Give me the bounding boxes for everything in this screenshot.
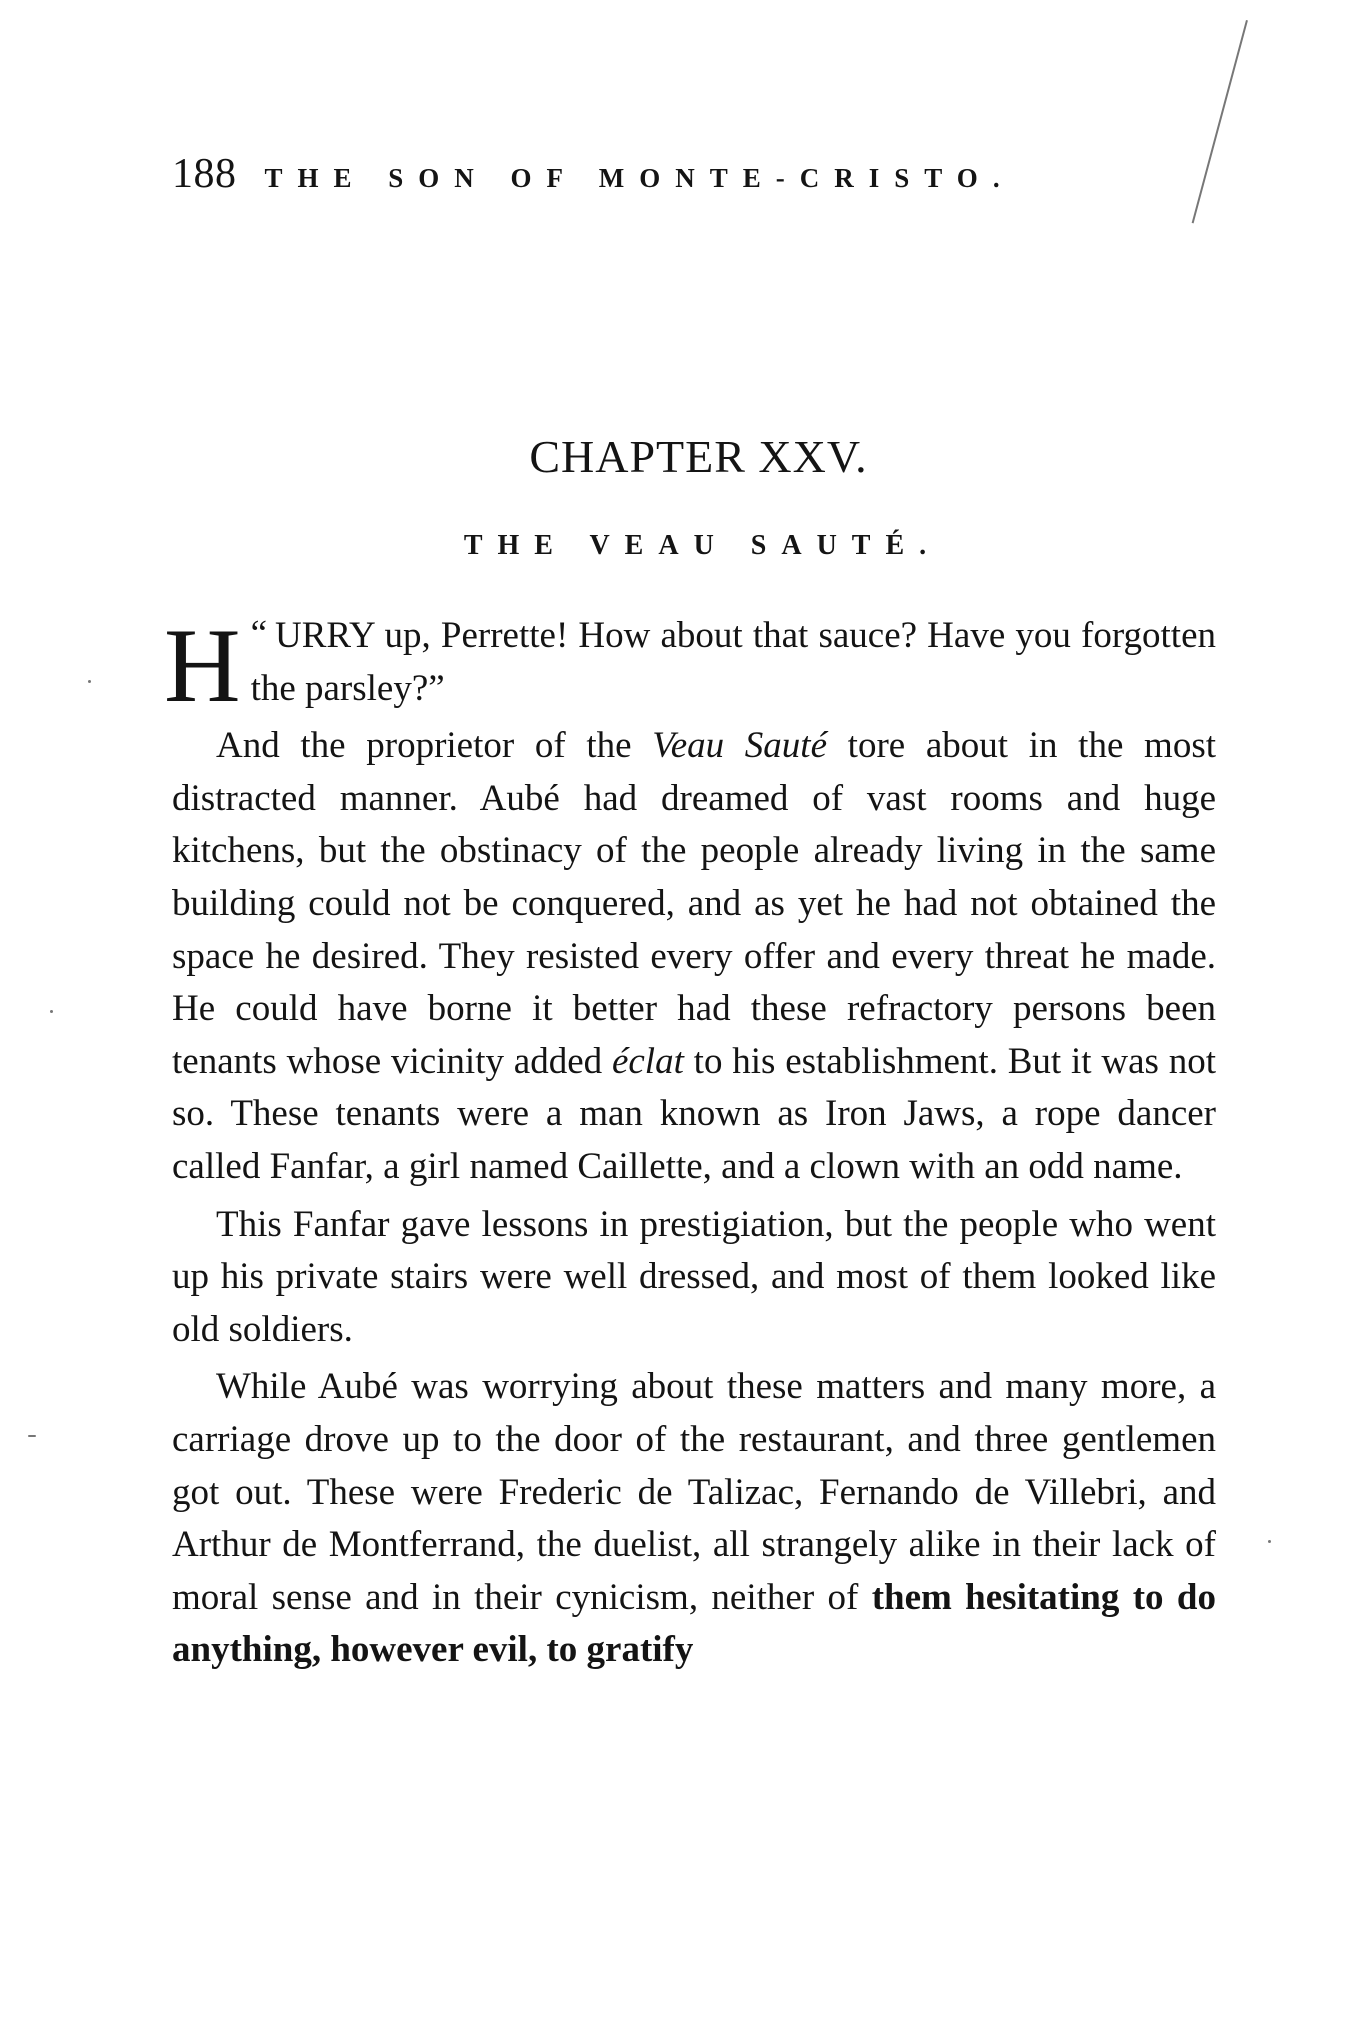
chapter-heading: CHAPTER XXV. (529, 431, 868, 482)
opening-quote: “ (250, 613, 267, 654)
paragraph-4-text-a: While Aubé was worrying about these matters and many more, a carriage drove up to the door of the restaurant, and three gentlemen got out. These were Frederic de Talizac, Fernando de Villebri, and Arthur de Montferrand, the duelist, all strangely alike in their lack of moral sense and in their cynicism, neither of (172, 1366, 1216, 1618)
paragraph-2 (172, 720, 1216, 1193)
paragraph-2-italic-b: éclat (611, 1040, 684, 1082)
scan-speck (1268, 1540, 1271, 1543)
paragraph-3-text: This Fanfar gave lessons in prestigiation, but the people who went up his private stairs were well dressed, and most of them looked like old soldiers. (172, 1203, 1216, 1350)
paragraph-2-text-c: to his establishment. But it was not so. These tenants were a man known as Iron Jaws, a rope dancer called Fanfar, a girl named Caillette, and a clown with an odd name. (172, 1040, 1216, 1187)
paragraph-2-text-b: tore about in the most distracted manner. Aubé had dreamed of vast rooms and huge kitchens, but the obstinacy of the people already living in the same building could not be conquered, and as yet he had not obtained the space he desired. They resisted every offer and every threat he made. He could have borne it better had these refractory persons been tenants whose vicinity added (172, 725, 1216, 1082)
scan-speck (28, 1435, 36, 1437)
running-head (172, 150, 1015, 198)
paragraph-3 (172, 1199, 1216, 1357)
chapter-subtitle: THE VEAU SAUTÉ. (463, 530, 942, 561)
scan-speck (88, 680, 91, 683)
paragraph-4 (172, 1361, 1216, 1677)
scan-margin-mark (1192, 20, 1248, 223)
drop-cap: H (164, 607, 241, 724)
scan-speck (50, 1010, 53, 1013)
paragraph-1 (164, 607, 1216, 724)
book-title: THE SON OF MONTE-CRISTO. (264, 163, 1015, 193)
body-text (164, 607, 1216, 1677)
page-number: 188 (172, 151, 237, 197)
paragraph-1-text: URRY up, Perrette! How about that sauce? Have you forgotten the parsley?” (250, 615, 1216, 709)
paragraph-2-italic-a: Veau Sauté (652, 725, 828, 767)
paragraph-4-bold-line: them hesitating to do anything, however evil, to gratify (172, 1576, 1216, 1671)
paragraph-2-text-a: And the proprietor of the (216, 725, 653, 767)
